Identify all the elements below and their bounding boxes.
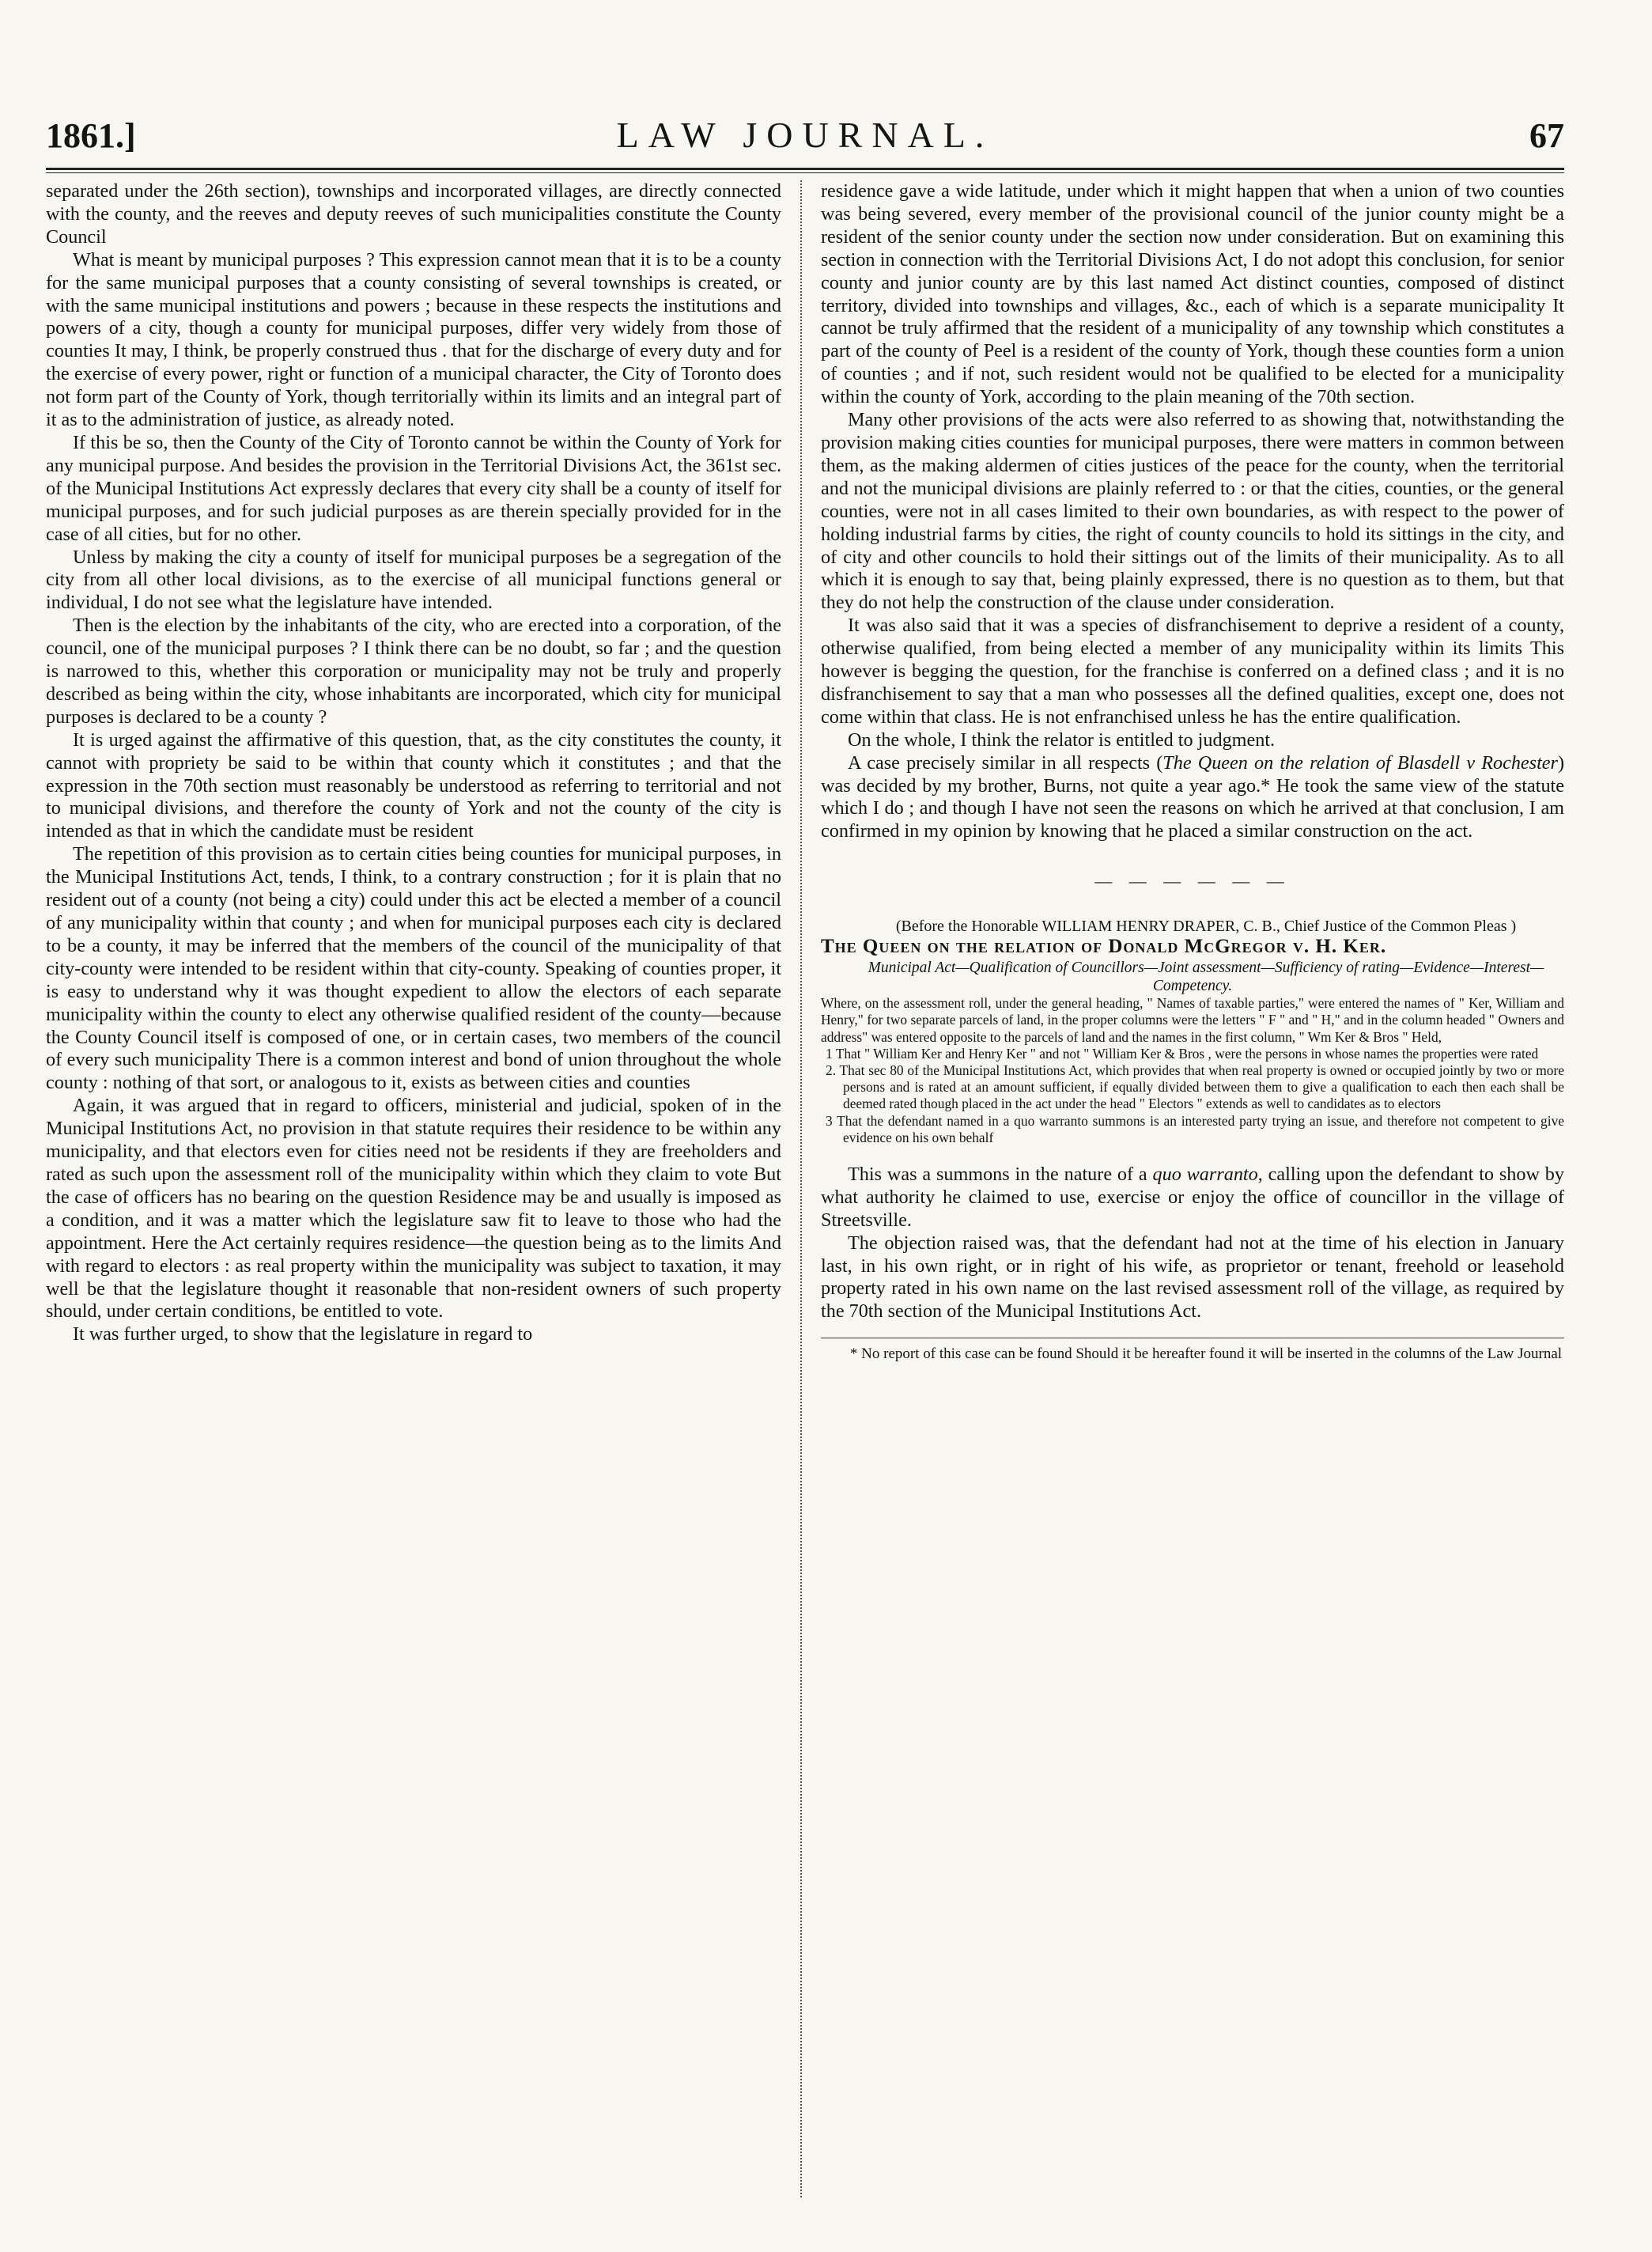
right-column xyxy=(821,180,1564,1363)
case-syllabus xyxy=(821,995,1564,1146)
left-paragraph: It was further urged, to show that the legislature in regard to xyxy=(73,1323,533,1346)
left-paragraph: It is urged against the affirmative of this question, that, as the city constitutes the county, it cannot with propriety be said to be within that county which it constitutes ; and that the expression in the 70th section must reasonably be understood as referring to territorial and not to municipal divisions, and therefore the county of York and not the county of the city is intended as that in which the candidate must be resident xyxy=(46,729,781,842)
left-paragraph: Again, it was argued that in regard to officers, ministerial and judicial, spoken of in the Municipal Institutions Act, no provision in that statute requires their residence to be within any municipality, and that electors even for cities need not be residents if they are freeholders and rated as such upon the assessment roll of the municipality within which they claim to vote But the case of officers has no bearing on the question Residence may be and usually is imposed as a condition, and it was a matter which the legislature saw fit to leave to those who had the appointment. Here the Act certainly requires residence—the question being as to the limits And with regard to electors : as real property within the municipality was subject to taxation, it may well be that the legislature thought it reasonable that non-resident owners of such property should, under certain conditions, be entitled to vote. xyxy=(46,1095,781,1323)
text-run: A case precisely similar in all respects ( xyxy=(848,751,1163,774)
text-run: , calling upon the defendant to show by what authority he claimed to use, exercise or enjoy the office of councillor in the village of Streetsville. xyxy=(821,1163,1564,1231)
right-paragraph xyxy=(821,1164,1564,1232)
footnote: * No report of this case can be found Should it be hereafter found it will be inserted in the columns of the Law Journal xyxy=(849,1346,1563,1363)
syllabus-item: 2. That sec 80 of the Municipal Institutions Act, which provides that when real property is owned or occupied jointly by two or more persons and is rated at an amount sufficient, if equally divided between them to give a qualification to each then each shall be deemed rated though placed in the act under the head " Electors " extends as well to candidates as to electors xyxy=(826,1062,1564,1112)
case-citation: The Queen on the relation of Blasdell v Rochester xyxy=(1162,751,1558,774)
left-paragraph: separated under the 26th section), townships and incorporated villages, are directly connected with the county, and the reeves and deputy reeves of such municipalities constitute the County Council xyxy=(46,180,781,248)
syllabus-intro: Where, on the assessment roll, under the general heading, " Names of taxable parties," were entered the names of " Ker, William and Henry," for two separate parcels of land, in the proper columns were the letters " F " and " H," and in the column headed " Owners and address" was entered opposite to the parcels of land and the names in the first column, " Wm Ker & Bros " Held, xyxy=(821,995,1564,1045)
latin-term: quo warranto xyxy=(1152,1163,1258,1185)
section-separator: — — — — — — xyxy=(1094,871,1291,891)
right-paragraph: The objection raised was, that the defendant had not at the time of his election in January last, in his own right, or in right of his wife, as proprietor or tenant, freehold or leasehold property rated in his own name on the last revised assessment roll of the village, as required by the 70th section of the Municipal Institutions Act. xyxy=(821,1232,1564,1323)
header-title: LAW JOURNAL. xyxy=(616,115,994,155)
right-paragraph: Many other provisions of the acts were also referred to as showing that, notwithstanding the provision making cities counties for municipal purposes, there were matters in common between them, as the making aldermen of cities justices of the peace for the county, when the territorial and not the municipal divisions are plainly referred to : or that the cities, counties, or the general counties, were not in all cases limited to their own boundaries, as with respect to the power of holding industrial farms by cities, the right of county councils to hold its sittings in the city, and of city and other councils to hold their sittings out of the limits of their municipality. As to all which it is enough to say that, being plainly expressed, there is no question as to them, but that they do not help the construction of the clause under consideration. xyxy=(821,409,1564,614)
left-paragraph: What is meant by municipal purposes ? This expression cannot mean that it is to be a county for the same municipal purposes that a county consisting of several townships is created, or with the same municipal institutions and powers ; because in these respects the institutions and powers of a city, though a county for municipal purposes, differ very widely from those of counties It may, I think, be properly construed thus . that for the discharge of every duty and for the exercise of every power, right or function of a municipal character, the City of Toronto does not form part of the County of York, though territorially within its limits and an integral part of it as to the administration of justice, as already noted. xyxy=(46,248,781,431)
case-headnote: Municipal Act—Qualification of Councillors—Joint assessment—Sufficiency of rating—Evidence—Interest—Competency. xyxy=(868,959,1544,995)
syllabus-item: 1 That " William Ker and Henry Ker " and not " William Ker & Bros , were the persons in whose names the properties were rated xyxy=(826,1045,1539,1062)
syllabus-item: 3 That the defendant named in a quo warranto summons is an interested party trying an issue, and therefore not competent to give evidence on his own behalf xyxy=(826,1112,1564,1145)
left-paragraph: If this be so, then the County of the City of Toronto cannot be within the County of York for any municipal purpose. And besides the provision in the Territorial Divisions Act, the 361st sec. of the Municipal Institutions Act expressly declares that every city shall be a county of itself for municipal purposes, and for such judicial purposes as are therein specially provided for in the case of all cities, but for no other. xyxy=(46,431,781,545)
left-paragraph: The repetition of this provision as to certain cities being counties for municipal purposes, in the Municipal Institutions Act, tends, I think, to a contrary construction ; for it is plain that no resident out of a county (not being a city) could under this act be elected a member of a council of any municipality within that county ; and when for municipal purposes each city is declared to be a county, it may be inferred that the members of the council of the municipality of that city-county were intended to be resident within that city-county. Speaking of counties proper, it is easy to understand why it was thought expedient to allow the electors of each separate municipality within the county to elect any otherwise qualified resident of the county—because the County Council itself is composed of one, or in certain cases, two members of the council of every such municipality There is a common interest and bond of union throughout the whole county : nothing of that sort, or analogous to it, exists as between cities and counties xyxy=(46,843,781,1094)
header-rule-thin xyxy=(46,172,1564,173)
left-paragraph: Unless by making the city a county of itself for municipal purposes be a segregation of the city from all other local divisions, as to the exercise of all municipal functions general or individual, I do not see what the legislature have intended. xyxy=(46,546,781,614)
page-header xyxy=(46,111,1564,161)
header-page-number: 67 xyxy=(1529,116,1564,155)
right-paragraph: On the whole, I think the relator is entitled to judgment. xyxy=(848,729,1276,751)
right-paragraph: It was also said that it was a species of disfranchisement to deprive a resident of a county, otherwise qualified, from being elected a member of any municipality within its limits This however is begging the question, for the franchise is conferred on a defined class ; and it is no disfranchisement to say that a man who possesses all the defined qualities, except one, does not come within that class. He is not enfranchised unless he has the entire qualification. xyxy=(821,615,1564,728)
left-column xyxy=(46,180,781,1346)
header-rule xyxy=(46,168,1564,170)
text-run: This was a summons in the nature of a xyxy=(848,1163,1153,1185)
header-year: 1861.] xyxy=(46,116,136,155)
left-paragraph: Then is the election by the inhabitants of the city, who are erected into a corporation, of the council, one of the municipal purposes ? I think there can be no doubt, so far ; and the question is narrowed to this, whether this corporation or municipality may not be truly and properly described as being within the city, whose inhabitants are incorporated, which city for municipal purposes is declared to be a county ? xyxy=(46,615,781,728)
right-paragraph: residence gave a wide latitude, under which it might happen that when a union of two counties was being severed, every member of the provisional council of the junior county might be a resident of the senior county under the section now under consideration. But on examining this section in connection with the Territorial Divisions Act, I do not adopt this conclusion, for senior county and junior county are by this last named Act distinct counties, composed of distinct territory, divided into townships and villages, &c., each of which is a separate municipality It cannot be truly affirmed that the resident of a municipality of any township which constitutes a part of the county of Peel is a resident of the county of York, though these counties form a union of counties ; and if not, such resident would not be qualified to be elected for a municipality within the county of York, according to the plain meaning of the 70th section. xyxy=(821,180,1564,408)
right-paragraph xyxy=(821,752,1564,844)
court-note: (Before the Honorable WILLIAM HENRY DRAPER, C. B., Chief Justice of the Common Pleas ) xyxy=(895,918,1517,936)
column-divider xyxy=(800,180,802,2197)
case-title: The Queen on the relation of Donald McGregor v. H. Ker. xyxy=(821,936,1387,958)
text-run: ) was decided by my brother, Burns, not quite a year ago.* He took the same view of the statute which I do ; and though I have not seen the reasons on which he arrived at that conclusion, I am confirmed in my opinion by knowing that he placed a similar construction on the act. xyxy=(821,751,1564,842)
